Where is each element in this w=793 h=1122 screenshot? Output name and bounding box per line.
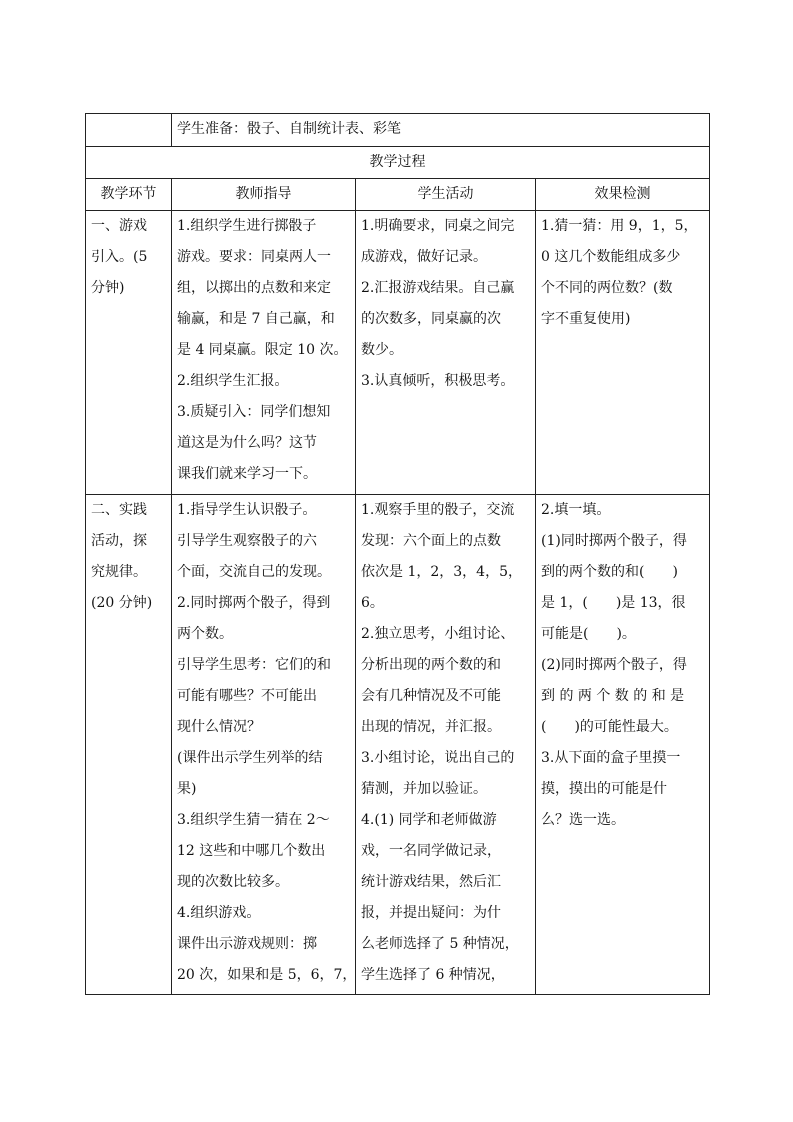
- text-line: 成游戏，做好记录。: [361, 249, 487, 265]
- student-cell: [356, 211, 536, 495]
- text-line: 12 这些和中哪几个数出: [177, 843, 326, 859]
- text-line: 组，以掷出的点数和来定: [177, 280, 331, 296]
- section-title: 教学过程: [86, 147, 710, 179]
- check-cell: [536, 495, 710, 995]
- text-line: 出现的情况，并汇报。: [361, 719, 501, 735]
- prep-label-cell: [86, 114, 172, 147]
- text-line: 20 次，如果和是 5，6，7，: [177, 967, 357, 983]
- header-row: [86, 179, 710, 211]
- text-line: 现什么情况？: [177, 719, 261, 735]
- text-line: 引导学生思考：它们的和: [177, 657, 331, 673]
- text-line: 究规律。: [91, 564, 147, 580]
- text-line: 可能是( )。: [541, 626, 636, 642]
- text-line: 到的两个数的和( ): [541, 564, 678, 580]
- text-line: (20 分钟): [91, 595, 153, 611]
- text-line: 是 1，( )是 13，很: [541, 595, 686, 611]
- text-line: 4.组织游戏。: [177, 905, 261, 921]
- text-line: 分析出现的两个数的和: [361, 657, 501, 673]
- text-line: 猜测，并加以验证。: [361, 781, 487, 797]
- text-line: 课件出示游戏规则：掷: [177, 936, 317, 952]
- text-line: 2.同时掷两个骰子，得到: [177, 595, 331, 611]
- teacher-cell: [172, 495, 356, 995]
- text-line: 可能有哪些？不可能出: [177, 688, 317, 704]
- text-line: 3.小组讨论，说出自己的: [361, 750, 515, 766]
- text-line: 学生选择了 6 种情况，: [361, 967, 505, 983]
- text-line: 么老师选择了 5 种情况，: [361, 936, 519, 952]
- stage-cell: [86, 495, 172, 995]
- text-line: (课件出示学生列举的结: [177, 750, 323, 766]
- text-line: 6。: [361, 595, 384, 611]
- text-line: 二、实践: [91, 502, 147, 518]
- text-line: 会有几种情况及不可能: [361, 688, 501, 704]
- text-line: 输赢，和是 7 自己赢，和: [177, 311, 335, 327]
- text-line: 摸，摸出的可能是什: [541, 781, 667, 797]
- text-line: 3.质疑引入：同学们想知: [177, 404, 331, 420]
- text-line: 个面，交流自己的发现。: [177, 564, 331, 580]
- text-line: 活动，探: [91, 533, 147, 549]
- text-line: 2.组织学生汇报。: [177, 373, 289, 389]
- text-line: (1)同时掷两个骰子，得: [541, 533, 687, 549]
- text-line: 一、游戏: [91, 218, 147, 234]
- text-line: 1.观察手里的骰子，交流: [361, 502, 515, 518]
- text-line: 3.从下面的盒子里摸一: [541, 750, 681, 766]
- text-line: 依次是 1，2，3，4，5，: [361, 564, 522, 580]
- text-line: 么？选一选。: [541, 812, 625, 828]
- text-line: 发现：六个面上的点数: [361, 533, 501, 549]
- table-row: [86, 495, 710, 995]
- text-line: 的次数多，同桌赢的次: [361, 311, 501, 327]
- text-line: 2.填一填。: [541, 502, 611, 518]
- header-stage: 教学环节: [86, 179, 172, 211]
- text-line: ( )的可能性最大。: [541, 719, 678, 735]
- text-line: 道这是为什么吗？这节: [177, 435, 317, 451]
- text-line: (2)同时掷两个骰子，得: [541, 657, 687, 673]
- text-line: 到 的 两 个 数 的 和 是: [541, 688, 685, 704]
- text-line: 4.(1) 同学和老师做游: [361, 812, 497, 828]
- text-line: 1.组织学生进行掷骰子: [177, 218, 317, 234]
- text-line: 3.组织学生猜一猜在 2～: [177, 812, 330, 828]
- lesson-plan-table: [85, 113, 710, 995]
- text-line: 数少。: [361, 342, 403, 358]
- teacher-cell: [172, 211, 356, 495]
- text-line: 引导学生观察骰子的六: [177, 533, 317, 549]
- text-line: 是 4 同桌赢。限定 10 次。: [177, 342, 348, 358]
- header-teacher: 教师指导: [172, 179, 356, 211]
- text-line: 2.独立思考，小组讨论、: [361, 626, 515, 642]
- text-line: 统计游戏结果，然后汇: [361, 874, 501, 890]
- text-line: 分钟): [91, 280, 125, 296]
- text-line: 2.汇报游戏结果。自己赢: [361, 280, 515, 296]
- text-line: 引入。(5: [91, 249, 148, 265]
- text-line: 1.指导学生认识骰子。: [177, 502, 317, 518]
- table-row: [86, 211, 710, 495]
- prep-row: [86, 114, 710, 147]
- stage-cell: [86, 211, 172, 495]
- text-line: 1.明确要求，同桌之间完: [361, 218, 515, 234]
- text-line: 戏，一名同学做记录，: [361, 843, 501, 859]
- section-title-row: [86, 147, 710, 179]
- text-line: 3.认真倾听，积极思考。: [361, 373, 515, 389]
- check-cell: [536, 211, 710, 495]
- header-check: 效果检测: [536, 179, 710, 211]
- text-line: 果): [177, 781, 197, 797]
- text-line: 现的次数比较多。: [177, 874, 289, 890]
- text-line: 课我们就来学习一下。: [177, 466, 317, 482]
- text-line: 报，并提出疑问：为什: [361, 905, 501, 921]
- prep-text: 学生准备：骰子、自制统计表、彩笔: [172, 114, 710, 147]
- text-line: 字不重复使用): [541, 311, 631, 327]
- text-line: 0 这几个数能组成多少: [541, 249, 681, 265]
- header-student: 学生活动: [356, 179, 536, 211]
- text-line: 游戏。要求：同桌两人一: [177, 249, 331, 265]
- text-line: 个不同的两位数？(数: [541, 280, 673, 296]
- text-line: 1.猜一猜：用 9，1，5，: [541, 218, 698, 234]
- student-cell: [356, 495, 536, 995]
- text-line: 两个数。: [177, 626, 233, 642]
